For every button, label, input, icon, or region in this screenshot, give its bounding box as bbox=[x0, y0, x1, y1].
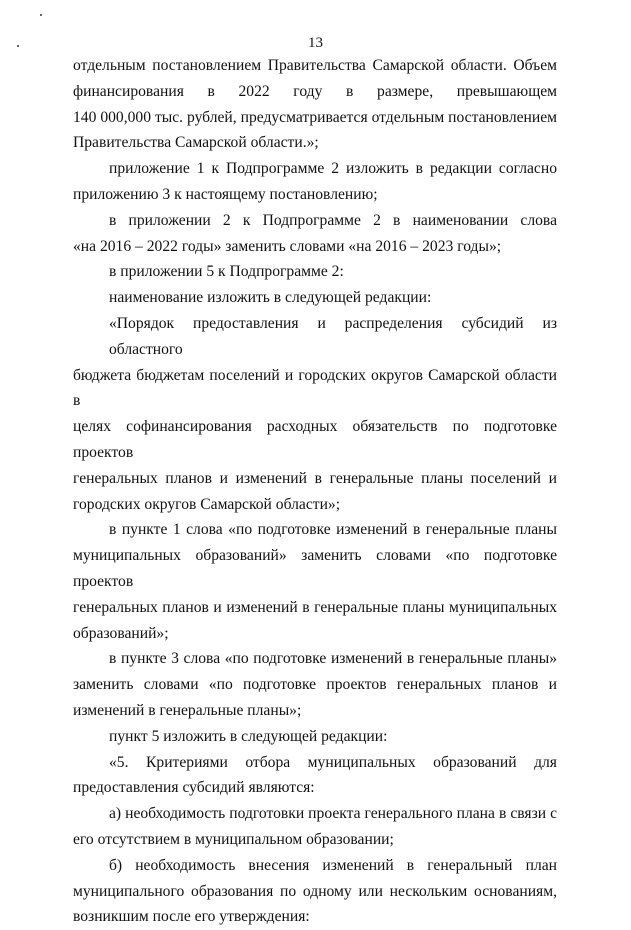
text-line: его отсутствием в муниципальном образовании; bbox=[73, 830, 394, 848]
text-line: наименование изложить в следующей редакции: bbox=[109, 289, 432, 307]
text-line: Правительства Самарской области.»; bbox=[73, 134, 319, 152]
scan-speck bbox=[40, 14, 42, 16]
text-line: а) необходимость подготовки проекта генерального плана в связи с bbox=[109, 805, 557, 823]
text-line: приложение 1 к Подпрограмме 2 изложить в редакции согласно bbox=[109, 160, 557, 178]
text-line: муниципальных образований» заменить словами «по подготовке проектов bbox=[73, 547, 557, 590]
text-line: целях софинансирования расходных обязательств по подготовке проектов bbox=[73, 418, 557, 461]
text-line: «Порядок предоставления и распределения субсидий из областного bbox=[109, 314, 557, 358]
text-line: «на 2016 – 2022 годы» заменить словами «на 2016 – 2023 годы»; bbox=[73, 237, 502, 255]
text-line: в приложении 2 к Подпрограмме 2 в наименовании слова bbox=[109, 211, 557, 229]
text-line: муниципального образования по одному или нескольким основаниям, bbox=[73, 882, 557, 900]
text-line: приложению 3 к настоящему постановлению; bbox=[73, 185, 378, 203]
text-line: финансирования в 2022 году в размере, превышающем bbox=[73, 82, 557, 100]
text-line: бюджета бюджетам поселений и городских округов Самарской области в bbox=[73, 366, 557, 410]
text-line: генеральных планов и изменений в генеральные планы поселений и bbox=[73, 469, 557, 487]
text-line: в пункте 3 слова «по подготовке изменений в генеральные планы» bbox=[109, 650, 557, 668]
text-line: образований»; bbox=[73, 624, 169, 642]
text-line: изменений в генеральные планы»; bbox=[73, 701, 302, 719]
text-line: генеральных планов и изменений в генеральные планы муниципальных bbox=[73, 598, 557, 616]
text-line: предоставления субсидий являются: bbox=[73, 779, 315, 797]
text-line: отдельным постановлением Правительства Самарской области. Объем bbox=[73, 57, 557, 74]
text-line: 140 000,000 тыс. рублей, предусматривается отдельным постановлением bbox=[73, 108, 557, 126]
text-line: возникшим после его утверждения: bbox=[73, 908, 310, 926]
text-line: в приложении 5 к Подпрограмме 2: bbox=[109, 263, 344, 281]
text-line: в пункте 1 слова «по подготовке изменений в генеральные планы bbox=[109, 521, 557, 539]
text-line: заменить словами «по подготовке проектов генеральных планов и bbox=[73, 676, 557, 694]
document-body bbox=[73, 53, 557, 930]
text-line: «5. Критериями отбора муниципальных образований для bbox=[109, 753, 557, 771]
text-line: пункт 5 изложить в следующей редакции: bbox=[109, 727, 388, 745]
text-line: б) необходимость внесения изменений в генеральный план bbox=[109, 856, 557, 874]
text-line: городских округов Самарской области»; bbox=[73, 495, 341, 513]
page-number: 13 bbox=[308, 35, 323, 51]
